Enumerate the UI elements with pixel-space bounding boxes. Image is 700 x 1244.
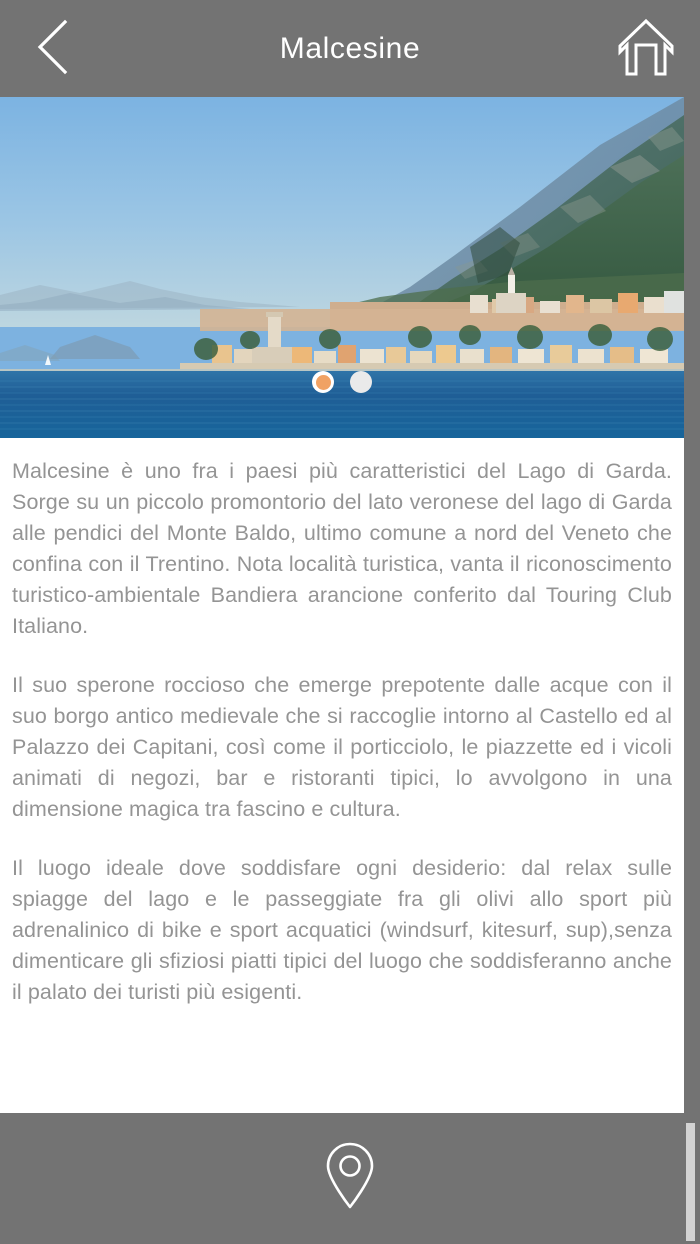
bottom-toolbar: [0, 1113, 700, 1244]
map-button[interactable]: [310, 1139, 390, 1219]
carousel-dot-1[interactable]: [312, 371, 334, 393]
home-button[interactable]: [606, 13, 686, 85]
vertical-scrollbar-thumb[interactable]: [686, 1123, 695, 1241]
home-icon: [615, 16, 677, 83]
hero-image-carousel[interactable]: [0, 97, 684, 438]
page-title: Malcesine: [279, 31, 421, 65]
right-edge-strip: [684, 97, 700, 1244]
paragraph-3: Il luogo ideale dove soddisfare ogni desiderio: dal relax sulle spiagge del lago e le passeggiate fra gli olivi allo sport più adrenalinico di bike e sport acquatici (windsurf, kitesurf, sup),senza dimenticare gli sfiziosi piatti tipici del luogo che soddisferanno anche il palato dei turisti più esigenti.: [12, 856, 672, 1004]
paragraph-1: Malcesine è uno fra i paesi più caratteristici del Lago di Garda. Sorge su un piccolo promontorio del lato veronese del lago di Garda alle pendici del Monte Baldo, ultimo comune a nord del Veneto che confina con il Trentino. Nota località turistica, vanta il riconoscimento turistico-ambientale Bandiera arancione conferito dal Touring Club Italiano.: [12, 459, 672, 638]
chevron-left-icon: [32, 17, 76, 82]
map-pin-icon: [320, 1141, 380, 1216]
paragraph-2: Il suo sperone roccioso che emerge prepotente dalle acque con il suo borgo antico medievale che si raccoglie intorno al Castello ed al Palazzo dei Capitani, così come il porticciolo, le piazzette ed i vicoli animati di negozi, bar e ristoranti tipici, lo avvolgono in una dimensione magica tra fascino e cultura.: [12, 673, 672, 821]
back-button[interactable]: [18, 13, 90, 85]
description-content: [0, 438, 684, 1113]
carousel-dot-2[interactable]: [350, 371, 372, 393]
app-header: [0, 0, 700, 97]
carousel-dots: [0, 371, 684, 393]
